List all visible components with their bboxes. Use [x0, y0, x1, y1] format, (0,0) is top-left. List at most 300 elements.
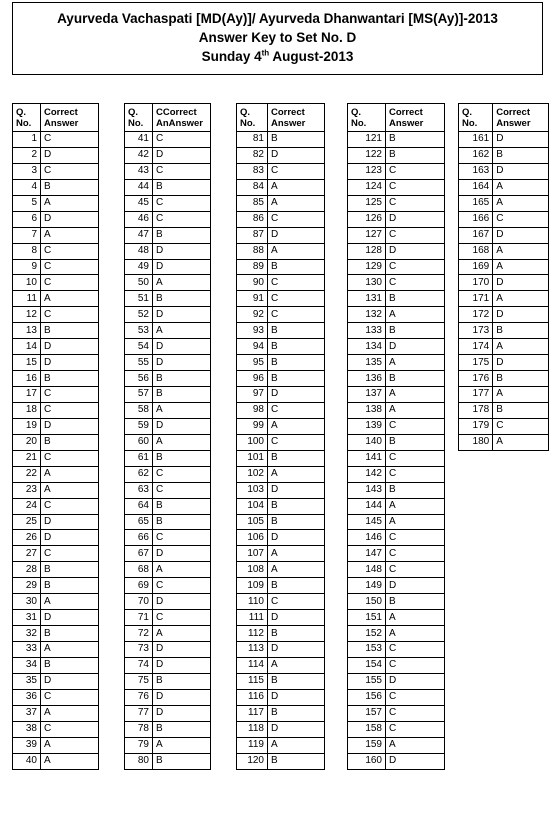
table-row [13, 243, 99, 259]
table-row [237, 355, 325, 371]
correct-answer: A [493, 434, 549, 450]
table-row [125, 642, 211, 658]
correct-answer: D [268, 147, 325, 163]
correct-answer: C [386, 530, 445, 546]
correct-answer: B [153, 721, 211, 737]
correct-answer: D [41, 610, 99, 626]
correct-answer: B [268, 753, 325, 769]
table-row [348, 562, 445, 578]
question-number: 67 [125, 546, 153, 562]
table-row [459, 243, 549, 259]
table-row [13, 466, 99, 482]
table-row [237, 163, 325, 179]
correct-answer-header: Correct Answer [386, 104, 445, 132]
table-row [13, 147, 99, 163]
question-number: 5 [13, 195, 41, 211]
question-number: 89 [237, 259, 268, 275]
question-number: 1 [13, 132, 41, 148]
table-row [13, 227, 99, 243]
question-number: 18 [13, 402, 41, 418]
question-number: 11 [13, 291, 41, 307]
table-row [237, 753, 325, 769]
table-row [125, 626, 211, 642]
correct-answer: C [41, 402, 99, 418]
table-row [237, 689, 325, 705]
table-row [125, 673, 211, 689]
correct-answer-header: CCorrect AnAnswer [153, 104, 211, 132]
question-number: 16 [13, 371, 41, 387]
question-number: 75 [125, 673, 153, 689]
table-header-row [13, 104, 99, 132]
correct-answer: D [268, 227, 325, 243]
correct-answer: A [153, 562, 211, 578]
table-row [125, 243, 211, 259]
table-row [237, 450, 325, 466]
table-row [237, 466, 325, 482]
table-row [13, 434, 99, 450]
table-row [348, 482, 445, 498]
correct-answer: B [386, 482, 445, 498]
question-number: 137 [348, 387, 386, 403]
correct-answer: A [268, 195, 325, 211]
question-number: 124 [348, 179, 386, 195]
table-row [348, 147, 445, 163]
table-row [459, 339, 549, 355]
correct-answer: C [386, 227, 445, 243]
question-number: 32 [13, 626, 41, 642]
table-row [125, 434, 211, 450]
question-number: 88 [237, 243, 268, 259]
question-number: 104 [237, 498, 268, 514]
correct-answer: B [268, 450, 325, 466]
correct-answer: B [153, 387, 211, 403]
question-number: 61 [125, 450, 153, 466]
table-row [459, 355, 549, 371]
correct-answer: C [386, 179, 445, 195]
question-number: 41 [125, 132, 153, 148]
table-row [459, 291, 549, 307]
table-row [237, 546, 325, 562]
correct-answer: C [386, 642, 445, 658]
correct-answer: A [268, 466, 325, 482]
correct-answer: D [41, 530, 99, 546]
question-number: 107 [237, 546, 268, 562]
table-row [348, 514, 445, 530]
table-row [125, 530, 211, 546]
correct-answer: C [153, 211, 211, 227]
correct-answer: A [268, 657, 325, 673]
table-row [237, 642, 325, 658]
correct-answer: C [386, 562, 445, 578]
table-row [348, 132, 445, 148]
question-number: 149 [348, 578, 386, 594]
table-row [348, 339, 445, 355]
correct-answer: A [268, 243, 325, 259]
table-row [237, 132, 325, 148]
correct-answer: A [493, 179, 549, 195]
table-row [125, 578, 211, 594]
correct-answer: B [386, 594, 445, 610]
correct-answer: B [153, 753, 211, 769]
correct-answer: D [153, 657, 211, 673]
correct-answer: C [268, 291, 325, 307]
table-row [459, 275, 549, 291]
correct-answer: C [493, 418, 549, 434]
correct-answer: D [153, 546, 211, 562]
correct-answer: D [41, 355, 99, 371]
table-row [125, 307, 211, 323]
question-number: 152 [348, 626, 386, 642]
correct-answer: B [268, 514, 325, 530]
table-row [125, 546, 211, 562]
table-row [348, 291, 445, 307]
question-number: 68 [125, 562, 153, 578]
correct-answer-header: Correct Answer [268, 104, 325, 132]
correct-answer: D [153, 259, 211, 275]
correct-answer: C [153, 610, 211, 626]
question-number: 48 [125, 243, 153, 259]
question-number: 90 [237, 275, 268, 291]
table-row [13, 498, 99, 514]
correct-answer: C [268, 594, 325, 610]
table-row [237, 147, 325, 163]
table-row [237, 227, 325, 243]
question-number: 51 [125, 291, 153, 307]
question-number: 92 [237, 307, 268, 323]
table-row [13, 355, 99, 371]
table-row [237, 657, 325, 673]
correct-answer-header: Correct Answer [493, 104, 549, 132]
table-row [348, 450, 445, 466]
question-number: 14 [13, 339, 41, 355]
question-number: 141 [348, 450, 386, 466]
question-number: 146 [348, 530, 386, 546]
table-row [13, 626, 99, 642]
table-row [125, 179, 211, 195]
correct-answer: A [41, 737, 99, 753]
correct-answer: D [386, 673, 445, 689]
table-row [459, 259, 549, 275]
table-row [125, 689, 211, 705]
table-row [125, 259, 211, 275]
question-number: 95 [237, 355, 268, 371]
question-number: 155 [348, 673, 386, 689]
question-number: 46 [125, 211, 153, 227]
table-row [237, 339, 325, 355]
question-number: 175 [459, 355, 493, 371]
question-number: 74 [125, 657, 153, 673]
correct-answer: D [268, 530, 325, 546]
table-row [348, 530, 445, 546]
question-number: 156 [348, 689, 386, 705]
question-number: 105 [237, 514, 268, 530]
question-number-header: Q. No. [348, 104, 386, 132]
question-number: 111 [237, 610, 268, 626]
correct-answer: C [386, 418, 445, 434]
table-row [348, 179, 445, 195]
correct-answer: D [493, 227, 549, 243]
table-row [125, 705, 211, 721]
correct-answer: C [41, 546, 99, 562]
correct-answer: A [41, 594, 99, 610]
correct-answer: D [268, 387, 325, 403]
question-number: 140 [348, 434, 386, 450]
question-number: 7 [13, 227, 41, 243]
question-number: 93 [237, 323, 268, 339]
question-number: 136 [348, 371, 386, 387]
correct-answer: C [268, 307, 325, 323]
table-row [459, 195, 549, 211]
answer-key-table [12, 103, 99, 770]
question-number: 174 [459, 339, 493, 355]
question-number: 91 [237, 291, 268, 307]
question-number-header: Q. No. [237, 104, 268, 132]
table-row [348, 371, 445, 387]
correct-answer: D [41, 211, 99, 227]
correct-answer: D [268, 721, 325, 737]
table-row [348, 355, 445, 371]
question-number: 36 [13, 689, 41, 705]
question-number-header: Q. No. [459, 104, 493, 132]
table-header-row [348, 104, 445, 132]
question-number: 110 [237, 594, 268, 610]
correct-answer: D [386, 753, 445, 769]
question-number: 30 [13, 594, 41, 610]
question-number: 114 [237, 657, 268, 673]
correct-answer: C [386, 466, 445, 482]
correct-answer: B [268, 371, 325, 387]
question-number: 71 [125, 610, 153, 626]
table-row [13, 514, 99, 530]
table-row [348, 578, 445, 594]
correct-answer: C [153, 482, 211, 498]
correct-answer: D [493, 132, 549, 148]
question-number: 133 [348, 323, 386, 339]
table-row [237, 498, 325, 514]
correct-answer: D [268, 689, 325, 705]
table-row [348, 211, 445, 227]
question-number: 159 [348, 737, 386, 753]
correct-answer: B [386, 323, 445, 339]
correct-answer: B [386, 147, 445, 163]
answer-key-table [458, 103, 549, 451]
correct-answer: A [386, 402, 445, 418]
answer-key-table [124, 103, 211, 770]
question-number: 15 [13, 355, 41, 371]
correct-answer: B [41, 657, 99, 673]
table-row [237, 402, 325, 418]
correct-answer: A [493, 291, 549, 307]
question-number: 45 [125, 195, 153, 211]
correct-answer: C [386, 163, 445, 179]
correct-answer: A [41, 195, 99, 211]
question-number: 65 [125, 514, 153, 530]
question-number: 168 [459, 243, 493, 259]
question-number: 178 [459, 402, 493, 418]
table-row [237, 434, 325, 450]
correct-answer: C [153, 132, 211, 148]
question-number: 64 [125, 498, 153, 514]
question-number-header: Q. No. [125, 104, 153, 132]
table-row [237, 418, 325, 434]
table-row [125, 339, 211, 355]
question-number: 103 [237, 482, 268, 498]
question-number: 145 [348, 514, 386, 530]
table-row [125, 402, 211, 418]
correct-answer: C [41, 721, 99, 737]
correct-answer: B [41, 562, 99, 578]
table-row [237, 275, 325, 291]
correct-answer: B [153, 498, 211, 514]
question-number: 3 [13, 163, 41, 179]
question-number: 79 [125, 737, 153, 753]
correct-answer: C [493, 211, 549, 227]
table-row [459, 211, 549, 227]
table-row [348, 243, 445, 259]
table-row [348, 498, 445, 514]
table-row [13, 657, 99, 673]
table-row [237, 705, 325, 721]
table-row [13, 259, 99, 275]
table-row [237, 179, 325, 195]
table-row [13, 195, 99, 211]
correct-answer: B [153, 371, 211, 387]
question-number: 94 [237, 339, 268, 355]
question-number: 164 [459, 179, 493, 195]
question-number: 27 [13, 546, 41, 562]
correct-answer: D [153, 689, 211, 705]
correct-answer: B [268, 578, 325, 594]
question-number: 42 [125, 147, 153, 163]
question-number: 49 [125, 259, 153, 275]
question-number: 78 [125, 721, 153, 737]
question-number: 148 [348, 562, 386, 578]
table-row [125, 163, 211, 179]
question-number: 47 [125, 227, 153, 243]
correct-answer: C [41, 275, 99, 291]
table-row [13, 275, 99, 291]
question-number: 13 [13, 323, 41, 339]
table-row [125, 147, 211, 163]
table-row [13, 673, 99, 689]
question-number: 120 [237, 753, 268, 769]
correct-answer: D [153, 642, 211, 658]
table-row [13, 546, 99, 562]
table-row [348, 323, 445, 339]
question-number: 165 [459, 195, 493, 211]
question-number: 134 [348, 339, 386, 355]
table-row [13, 402, 99, 418]
correct-answer: D [153, 355, 211, 371]
question-number: 69 [125, 578, 153, 594]
question-number: 160 [348, 753, 386, 769]
correct-answer: D [41, 418, 99, 434]
correct-answer: C [41, 498, 99, 514]
question-number: 172 [459, 307, 493, 323]
table-row [13, 307, 99, 323]
table-row [13, 339, 99, 355]
table-row [13, 689, 99, 705]
question-number: 58 [125, 402, 153, 418]
correct-answer: B [268, 673, 325, 689]
table-row [459, 179, 549, 195]
correct-answer: B [386, 434, 445, 450]
correct-answer: B [153, 673, 211, 689]
question-number: 123 [348, 163, 386, 179]
correct-answer: D [493, 355, 549, 371]
question-number: 80 [125, 753, 153, 769]
table-row [13, 482, 99, 498]
correct-answer: D [493, 163, 549, 179]
correct-answer: C [386, 450, 445, 466]
correct-answer: C [41, 163, 99, 179]
table-row [237, 387, 325, 403]
table-row [125, 482, 211, 498]
question-number: 167 [459, 227, 493, 243]
question-number: 180 [459, 434, 493, 450]
correct-answer: C [268, 402, 325, 418]
question-number: 177 [459, 387, 493, 403]
correct-answer: D [153, 705, 211, 721]
table-row [13, 163, 99, 179]
correct-answer: A [268, 737, 325, 753]
question-number: 132 [348, 307, 386, 323]
correct-answer: A [41, 705, 99, 721]
question-number: 162 [459, 147, 493, 163]
question-number: 40 [13, 753, 41, 769]
question-number: 142 [348, 466, 386, 482]
question-number: 144 [348, 498, 386, 514]
question-number: 28 [13, 562, 41, 578]
correct-answer: B [41, 626, 99, 642]
correct-answer: B [41, 578, 99, 594]
question-number: 113 [237, 642, 268, 658]
table-row [13, 291, 99, 307]
table-row [348, 466, 445, 482]
table-row [459, 147, 549, 163]
table-row [13, 387, 99, 403]
question-number: 129 [348, 259, 386, 275]
correct-answer: A [153, 434, 211, 450]
table-row [348, 642, 445, 658]
correct-answer: B [493, 402, 549, 418]
question-number: 59 [125, 418, 153, 434]
question-number: 176 [459, 371, 493, 387]
question-number: 83 [237, 163, 268, 179]
correct-answer: B [41, 371, 99, 387]
question-number: 139 [348, 418, 386, 434]
correct-answer: A [41, 466, 99, 482]
table-row [348, 402, 445, 418]
question-number: 100 [237, 434, 268, 450]
correct-answer: C [41, 307, 99, 323]
answer-key-table [347, 103, 445, 770]
question-number: 127 [348, 227, 386, 243]
correct-answer: C [386, 705, 445, 721]
table-row [125, 498, 211, 514]
correct-answer: B [268, 323, 325, 339]
question-number: 38 [13, 721, 41, 737]
exam-date: Sunday 4th August-2013 [201, 48, 354, 64]
table-row [125, 562, 211, 578]
correct-answer: B [268, 259, 325, 275]
table-row [237, 626, 325, 642]
question-number: 116 [237, 689, 268, 705]
question-number: 24 [13, 498, 41, 514]
question-number: 56 [125, 371, 153, 387]
correct-answer: C [41, 132, 99, 148]
table-row [348, 163, 445, 179]
